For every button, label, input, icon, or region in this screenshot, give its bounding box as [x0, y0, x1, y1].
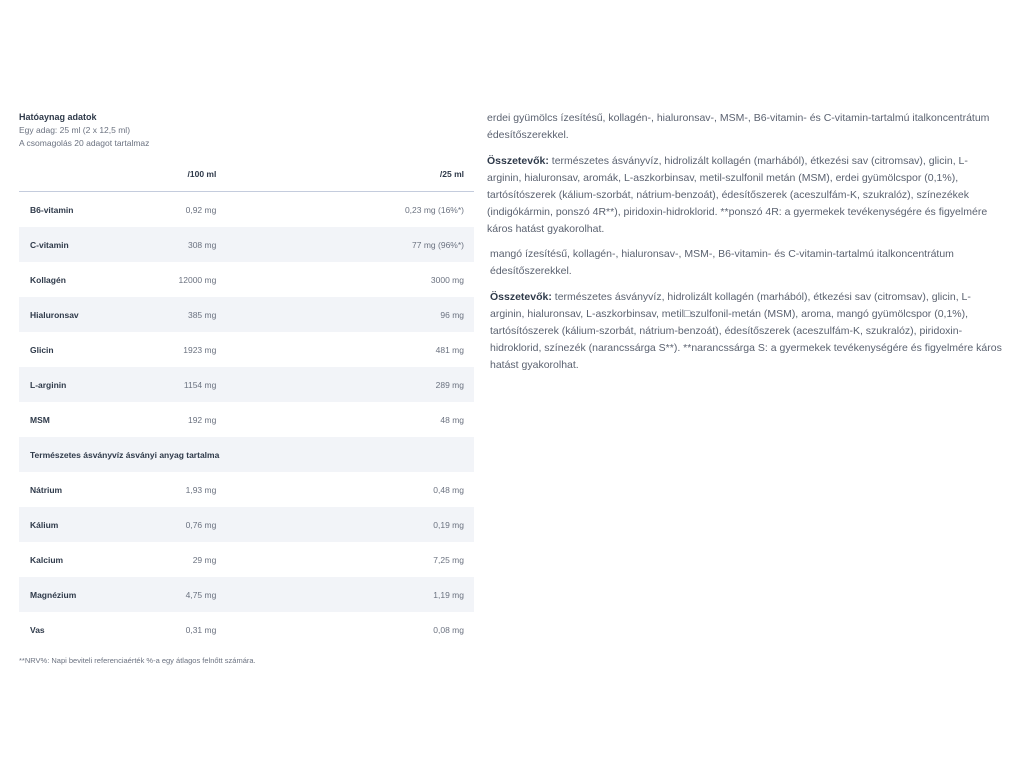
row-value-25ml: 481 mg	[435, 344, 464, 355]
row-name: MSM	[30, 414, 50, 425]
ingredients-label: Összetevők:	[487, 155, 549, 167]
row-name: Vas	[30, 624, 45, 635]
table-row	[19, 507, 474, 542]
serving-size: Egy adag: 25 ml (2 x 12,5 ml)	[19, 125, 131, 135]
header-name	[19, 156, 102, 192]
product-description-mango: mangó ízesítésű, kollagén-, hialuronsav-, MSM-, B6-vitamin- és C-vitamin-tartalmú italkoncentrátum édesítőszerekkel.	[490, 248, 954, 277]
table-row	[19, 542, 474, 577]
header-per-100ml: /100 ml	[102, 156, 379, 192]
row-name: Magnézium	[19, 577, 102, 612]
footnote: **NRV%: Napi beviteli referenciaérték %-a egy átlagos felnőtt számára.	[19, 656, 256, 665]
description-panel	[487, 110, 1002, 374]
package-info: A csomagolás 20 adagot tartalmaz	[19, 138, 150, 148]
table-row	[19, 367, 474, 402]
product-description-forest: erdei gyümölcs ízesítésű, kollagén-, hialuronsav-, MSM-, B6-vitamin- és C-vitamin-tartalmú italkoncentrátum édesítőszerekkel.	[487, 112, 990, 141]
row-value-25ml: 7,25 mg	[433, 554, 464, 565]
row-name: C-vitamin	[19, 227, 102, 262]
row-value-25ml: 0,08 mg	[433, 624, 464, 635]
row-name: Hialuronsav	[19, 297, 102, 332]
row-value-100ml: 192 mg	[187, 414, 217, 425]
table-row	[19, 297, 474, 332]
nutrition-panel	[19, 111, 474, 665]
header-per-25ml: /25 ml	[378, 156, 474, 192]
row-name: Kalcium	[30, 554, 64, 565]
row-value-25ml: 77 mg (96%*)	[378, 227, 474, 262]
row-value-25ml: 0,48 mg	[433, 484, 464, 495]
ingredients-text: természetes ásványvíz, hidrolizált kollagén (marhából), étkezési sav (citromsav), glicin, L-arginin, hialuronsav, L-aszkorbinsav, metil□szulfonil-metán (MSM), aroma, mangó gyümölcspor (0,1%), tartósítószerek (kálium-szorbát, nátrium-benzoát), édesítőszerek (aceszulfám-K, szukralóz), piridoxin-hidroklorid, színezék (narancssárga S**). **narancssárga S: a gyermekek tevékenységére és figyelmére káros hatást gyakorolhat.	[490, 291, 1002, 371]
table-row	[19, 472, 474, 507]
row-name: Kálium	[19, 507, 102, 542]
row-name: Glicin	[30, 344, 54, 355]
row-value-100ml: 1923 mg	[183, 344, 217, 355]
nutrition-table	[19, 156, 474, 647]
info-title: Hatóaynag adatok	[19, 112, 97, 122]
row-value-100ml: 12000 mg	[178, 274, 217, 285]
row-value-25ml: 48 mg	[440, 414, 464, 425]
ingredients-text: természetes ásványvíz, hidrolizált kollagén (marhából), étkezési sav (citromsav), glicin, L-arginin, hialuronsav, aromák, L-aszkorbinsav, metil-szulfonil metán (MSM), erdei gyümölcspor (0,1%), tartósítószerek (kálium-szorbát, nátrium-benzoát), édesítőszerek (aceszulfám-K, szukralóz), színezékek (indigókármin, ponszó 4R**), piridoxin-hidroklorid. **ponszó 4R: a gyermekek tevékenységére és figyelmére káros hatást gyakorolhat.	[487, 155, 988, 235]
row-value-100ml: 1,93 mg	[185, 484, 217, 495]
row-name: B6-vitamin	[30, 204, 74, 215]
row-name: L-arginin	[19, 367, 102, 402]
table-row	[19, 262, 474, 297]
row-name: Kollagén	[30, 274, 66, 285]
row-name: Nátrium	[30, 484, 63, 495]
row-value-100ml: 1154 mg	[102, 367, 379, 402]
row-value-25ml: 0,19 mg	[378, 507, 474, 542]
table-row	[19, 402, 474, 437]
row-value-100ml: 0,31 mg	[185, 624, 217, 635]
row-value-25ml: 3000 mg	[430, 274, 464, 285]
section-row	[19, 437, 474, 472]
table-header-row	[19, 156, 474, 192]
table-row	[19, 227, 474, 262]
table-row	[19, 577, 474, 612]
row-value-100ml: 29 mg	[192, 554, 217, 565]
row-value-25ml: 289 mg	[378, 367, 474, 402]
table-row	[19, 332, 474, 367]
row-value-100ml: 4,75 mg	[102, 577, 379, 612]
table-row	[19, 192, 474, 228]
row-value-25ml: 1,19 mg	[378, 577, 474, 612]
row-value-100ml: 0,92 mg	[185, 204, 217, 215]
row-value-25ml: 0,23 mg (16%*)	[404, 204, 464, 215]
table-row	[19, 612, 474, 647]
row-value-100ml: 0,76 mg	[102, 507, 379, 542]
ingredients-forest	[487, 153, 1002, 238]
ingredients-label: Összetevők:	[490, 291, 552, 303]
section-title: Természetes ásványvíz ásványi anyag tartalma	[19, 437, 474, 472]
row-value-100ml: 308 mg	[102, 227, 379, 262]
row-value-25ml: 96 mg	[378, 297, 474, 332]
ingredients-mango	[487, 289, 1002, 374]
row-value-100ml: 385 mg	[102, 297, 379, 332]
